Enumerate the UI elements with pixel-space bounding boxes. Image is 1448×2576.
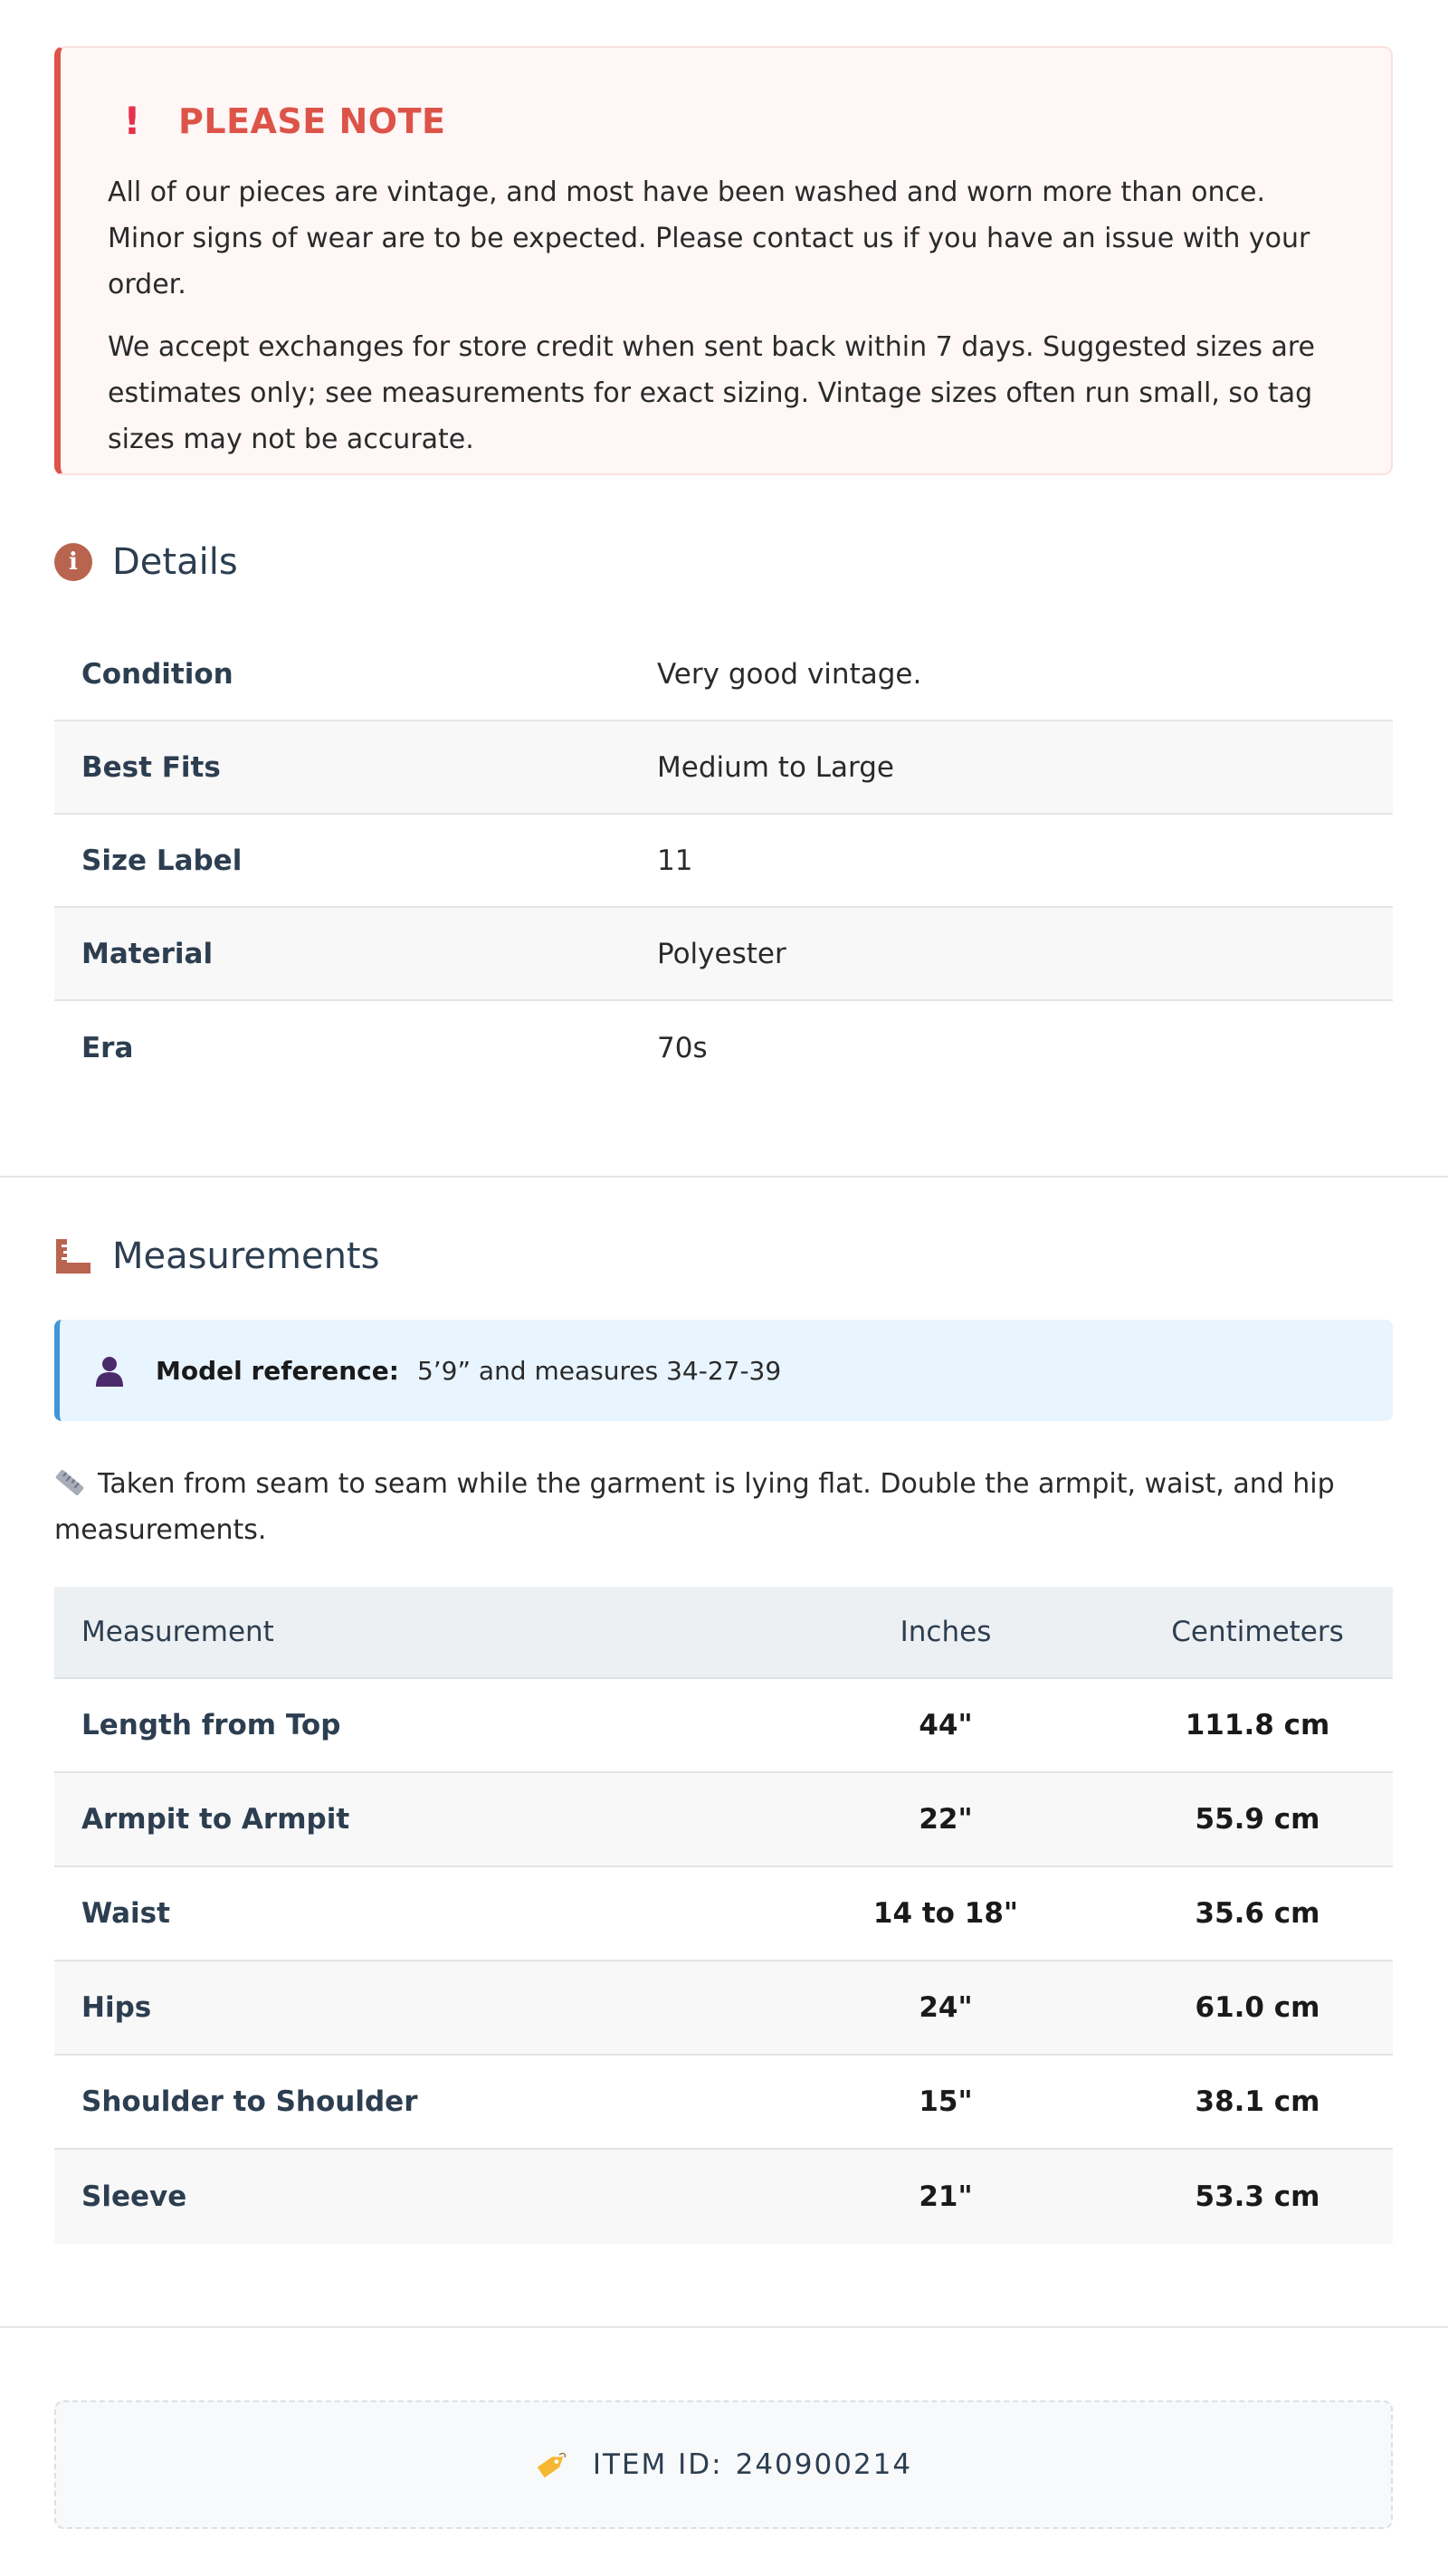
measurements-title: Measurements bbox=[112, 1236, 380, 1277]
measurement-inches: 44" bbox=[919, 1709, 973, 1741]
section-divider bbox=[0, 1176, 1448, 1178]
notice-header bbox=[108, 100, 1344, 142]
model-reference-box bbox=[54, 1320, 1393, 1421]
person-icon bbox=[94, 1354, 125, 1387]
tape-icon bbox=[54, 1467, 85, 1498]
table-row bbox=[54, 1961, 1393, 2056]
model-reference-value: 5’9” and measures 34-27-39 bbox=[416, 1355, 782, 1386]
details-value: 11 bbox=[657, 844, 693, 877]
details-value: Medium to Large bbox=[657, 750, 895, 784]
notice-paragraph: All of our pieces are vintage, and most have been washed and worn more than once. Minor signs of wear are to be expected. Please contact us if you have an issue with your order. bbox=[108, 177, 1310, 301]
tag-icon bbox=[535, 2447, 569, 2482]
details-title: Details bbox=[112, 541, 238, 583]
details-row bbox=[54, 721, 1393, 815]
details-table bbox=[54, 628, 1393, 1094]
item-id-label: ITEM ID: bbox=[592, 2448, 723, 2481]
measurement-name: Hips bbox=[81, 1991, 152, 2024]
measurement-inches: 15" bbox=[919, 2085, 973, 2118]
measurement-note-text: Taken from seam to seam while the garment is lying flat. Double the armpit, waist, and hip measurements. bbox=[54, 1468, 1335, 1546]
details-label: Era bbox=[81, 1031, 134, 1064]
table-row bbox=[54, 2056, 1393, 2150]
details-value: Very good vintage. bbox=[657, 657, 922, 691]
details-label: Material bbox=[81, 937, 214, 970]
notice-paragraph: We accept exchanges for store credit when sent back within 7 days. Suggested sizes are estimates only; see measurements for exact sizing. Vintage sizes often run small, so tag sizes may not be accurate. bbox=[108, 331, 1316, 455]
measurements-table bbox=[54, 1587, 1393, 2244]
section-divider bbox=[0, 2326, 1448, 2328]
notice-title: PLEASE NOTE bbox=[178, 101, 446, 141]
details-row bbox=[54, 1001, 1393, 1094]
measurement-name: Shoulder to Shoulder bbox=[81, 2085, 418, 2118]
measurement-inches: 24" bbox=[919, 1991, 973, 2024]
table-row bbox=[54, 1773, 1393, 1867]
measurement-cm: 55.9 cm bbox=[1195, 1803, 1320, 1836]
measurement-inches: 14 to 18" bbox=[872, 1897, 1019, 1930]
measurement-cm: 38.1 cm bbox=[1195, 2085, 1320, 2118]
details-row bbox=[54, 908, 1393, 1001]
column-header: Measurement bbox=[81, 1616, 274, 1648]
item-id-box bbox=[54, 2400, 1393, 2529]
item-id-value: 240900214 bbox=[735, 2448, 913, 2481]
model-reference-label: Model reference: bbox=[156, 1355, 399, 1386]
please-note-notice bbox=[54, 46, 1393, 475]
table-row bbox=[54, 2150, 1393, 2244]
details-value: 70s bbox=[657, 1031, 708, 1064]
table-row bbox=[54, 1679, 1393, 1773]
details-row bbox=[54, 628, 1393, 721]
details-row bbox=[54, 815, 1393, 908]
ruler-icon bbox=[54, 1237, 92, 1275]
measurement-name: Waist bbox=[81, 1897, 170, 1930]
details-label: Condition bbox=[81, 657, 233, 691]
measurement-name: Length from Top bbox=[81, 1709, 341, 1741]
measurement-name: Armpit to Armpit bbox=[81, 1803, 350, 1836]
column-header: Inches bbox=[900, 1616, 992, 1648]
measurements-header bbox=[54, 1234, 379, 1279]
measurement-cm: 111.8 cm bbox=[1185, 1709, 1330, 1741]
exclamation-icon: ! bbox=[123, 99, 141, 143]
measurement-name: Sleeve bbox=[81, 2180, 187, 2213]
measurement-cm: 35.6 cm bbox=[1195, 1897, 1320, 1930]
table-row bbox=[54, 1867, 1393, 1961]
column-header: Centimeters bbox=[1171, 1616, 1344, 1648]
measurement-inches: 22" bbox=[919, 1803, 973, 1836]
measurement-cm: 53.3 cm bbox=[1195, 2180, 1320, 2213]
details-value: Polyester bbox=[657, 937, 786, 970]
measurement-cm: 61.0 cm bbox=[1195, 1991, 1320, 2024]
measurement-inches: 21" bbox=[919, 2180, 973, 2213]
details-header bbox=[54, 539, 238, 585]
info-icon: i bbox=[54, 543, 92, 581]
measurement-note bbox=[54, 1461, 1339, 1553]
table-header-row bbox=[54, 1587, 1393, 1679]
details-label: Best Fits bbox=[81, 750, 221, 784]
details-label: Size Label bbox=[81, 844, 243, 877]
